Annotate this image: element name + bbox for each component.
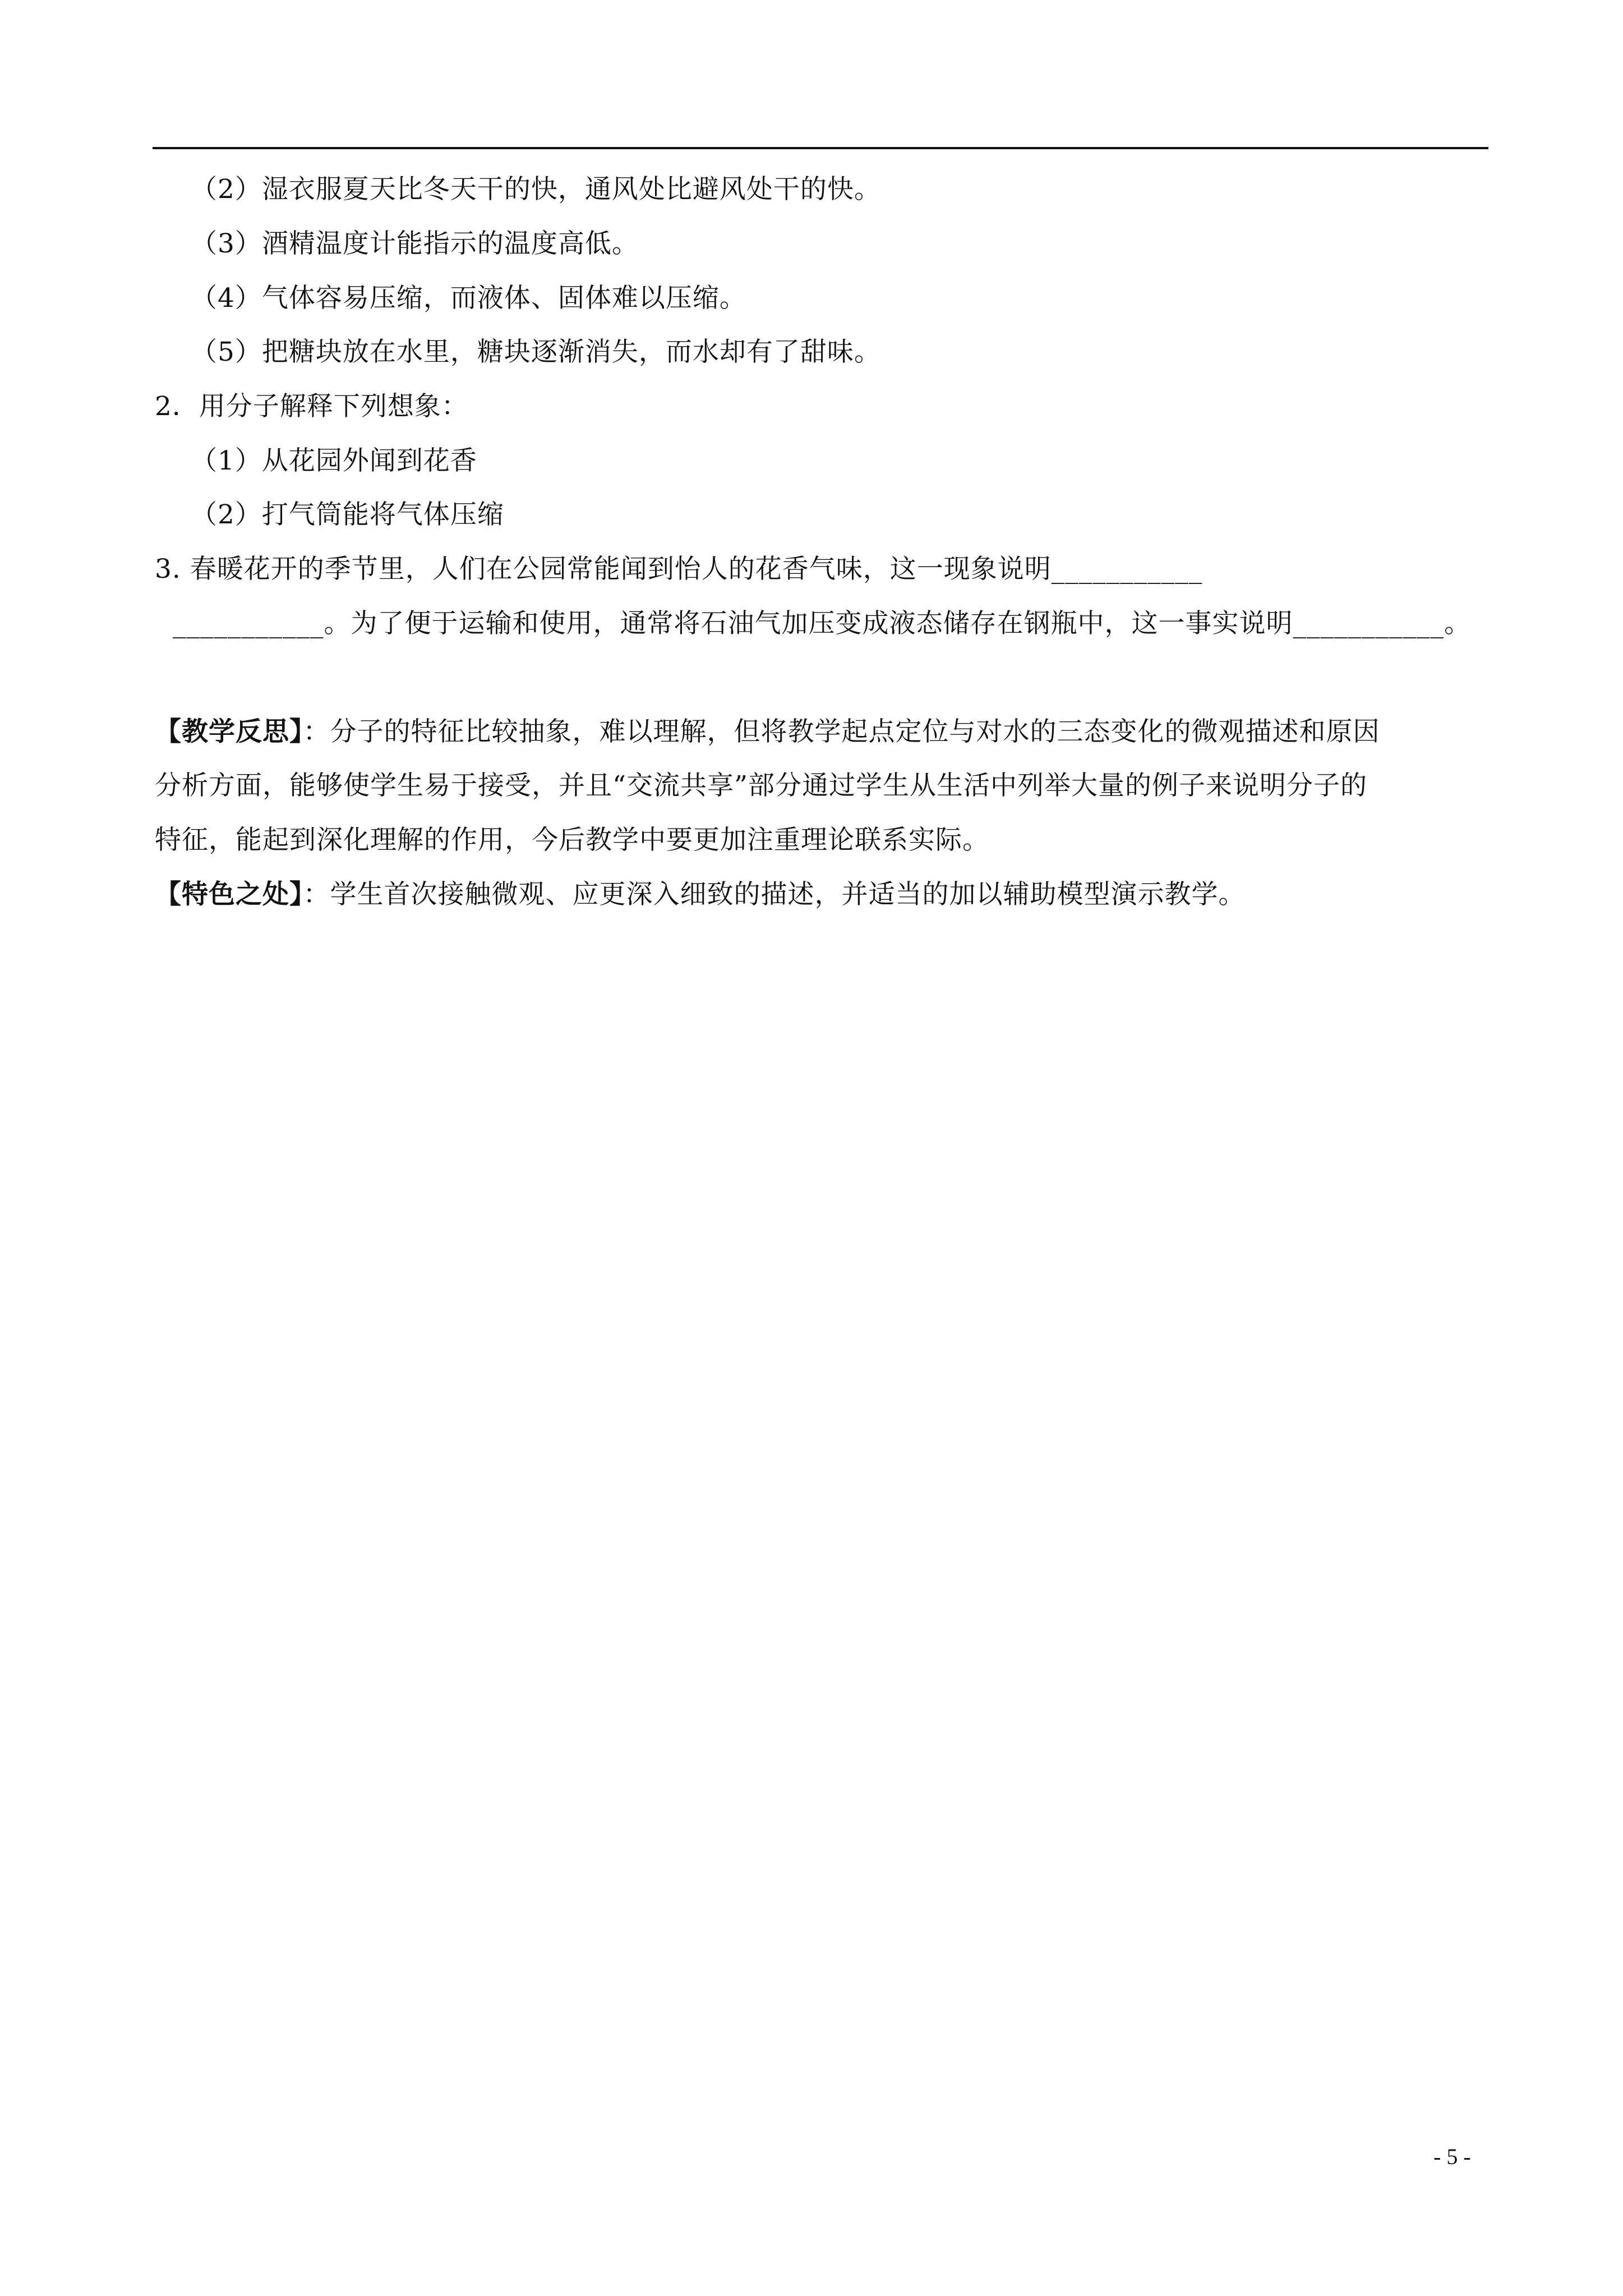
question2-item-2: （2）打气筒能将气体压缩 — [191, 499, 504, 530]
question3-line-1: 3. 春暖花开的季节里，人们在公园常能闻到怡人的花香气味，这一现象说明___________ — [155, 554, 1203, 585]
page-number: - 5 - — [1433, 2144, 1471, 2169]
reflection-line-3: 特征，能起到深化理解的作用，今后教学中要更加注重理论联系实际。 — [155, 825, 989, 855]
reflection-line-1 — [155, 715, 1380, 749]
reflection-line-2: 分析方面，能够使学生易于接受，并且“交流共享”部分通过学生从生活中列举大量的例子来说明分子的 — [155, 770, 1368, 801]
feature-text: ：学生首次接触微观、应更深入细致的描述，并适当的加以辅助模型演示教学。 — [303, 879, 1246, 910]
question1-subitem-4: （4）气体容易压缩，而液体、固体难以压缩。 — [191, 283, 746, 314]
feature-label: 【特色之处】 — [155, 879, 303, 910]
reflection-label: 【教学反思】 — [155, 716, 303, 747]
question1-subitem-2: （2）湿衣服夏天比冬天干的快，通风处比避风处干的快。 — [191, 174, 881, 205]
question2-item-1: （1）从花园外闻到花香 — [191, 445, 477, 476]
reflection-text-1: ：分子的特征比较抽象，难以理解，但将教学起点定位与对水的三态变化的微观描述和原因 — [303, 716, 1380, 747]
question1-subitem-5: （5）把糖块放在水里，糖块逐渐消失，而水却有了甜味。 — [191, 337, 881, 367]
question3-line-2: ___________。为了便于运输和使用，通常将石油气加压变成液态储存在钢瓶中，这一事实说明___________。 — [173, 608, 1471, 639]
header-rule — [153, 147, 1488, 149]
feature-line — [155, 878, 1246, 912]
question2-stem: 2．用分子解释下列想象： — [155, 391, 468, 422]
question1-subitem-3: （3）酒精温度计能指示的温度高低。 — [191, 228, 639, 259]
